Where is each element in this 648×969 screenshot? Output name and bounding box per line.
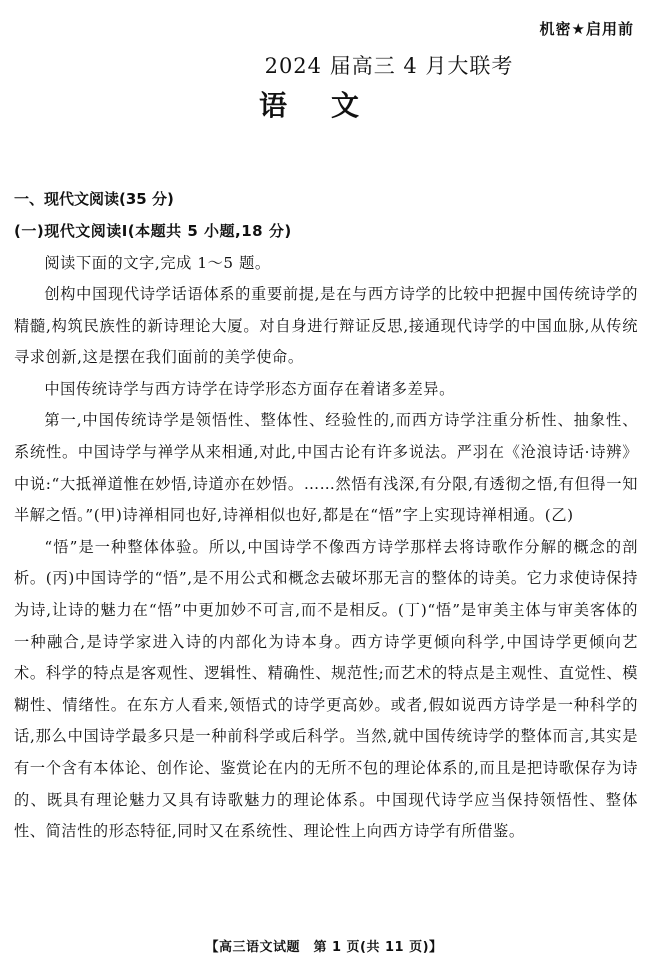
section-heading: 一、现代文阅读(35 分) bbox=[14, 190, 174, 208]
subject-title: 语文 bbox=[258, 89, 403, 122]
section-subheading: (一)现代文阅读Ⅰ(本题共 5 小题,18 分) bbox=[14, 222, 292, 240]
confidential-label: 机密★启用前 bbox=[539, 20, 634, 38]
exam-title: 2024 届高三 4 月大联考 bbox=[264, 54, 514, 78]
reading-section bbox=[14, 183, 638, 848]
paragraph-2: 中国传统诗学与西方诗学在诗学形态方面存在着诸多差异。 bbox=[44, 379, 455, 398]
page-footer: 【高三语文试题 第 1 页(共 11 页)】 bbox=[205, 940, 443, 955]
reading-instruction: 阅读下面的文字,完成 1～5 题。 bbox=[44, 254, 271, 272]
paragraph-3: 第一,中国传统诗学是领悟性、整体性、经验性的,而西方诗学注重分析性、抽象性、系统性。中国诗学与禅学从来相通,对此,中国古论有许多说法。严羽在《沧浪诗话·诗辨》中说:“大抵禅道惟在妙悟,诗道亦在妙悟。……然悟有浅深,有分限,有透彻之悟,有但得一知半解之悟。”(甲)诗禅相同也好,诗禅相似也好,都是在“悟”字上实现诗禅相通。(乙) bbox=[14, 411, 638, 525]
paragraph-1: 创构中国现代诗学话语体系的重要前提,是在与西方诗学的比较中把握中国传统诗学的精髓,构筑民族性的新诗理论大厦。对自身进行辩证反思,接通现代诗学的中国血脉,从传统寻求创新,这是摆在我们面前的美学使命。 bbox=[14, 285, 638, 367]
paragraph-4: “悟”是一种整体体验。所以,中国诗学不像西方诗学那样去将诗歌作分解的概念的剖析。(丙)中国诗学的“悟”,是不用公式和概念去破坏那无言的整体的诗美。它力求使诗保持为诗,让诗的魅力在“悟”中更加妙不可言,而不是相反。(丁)“悟”是审美主体与审美客体的一种融合,是诗学家进入诗的内部化为诗本身。西方诗学更倾向科学,中国诗学更倾向艺术。科学的特点是客观性、逻辑性、精确性、规范性;而艺术的特点是主观性、直觉性、模糊性、情绪性。在东方人看来,领悟式的诗学更高妙。或者,假如说西方诗学是一种科学的话,那么中国诗学最多只是一种前科学或后科学。当然,就中国传统诗学的整体而言,其实是有一个含有本体论、创作论、鉴赏论在内的无所不包的理论体系的,而且是把诗歌保存为诗的、既具有理论魅力又具有诗歌魅力的理论体系。中国现代诗学应当保持领悟性、整体性、简洁性的形态特征,同时又在系统性、理论性上向西方诗学有所借鉴。 bbox=[14, 537, 638, 841]
